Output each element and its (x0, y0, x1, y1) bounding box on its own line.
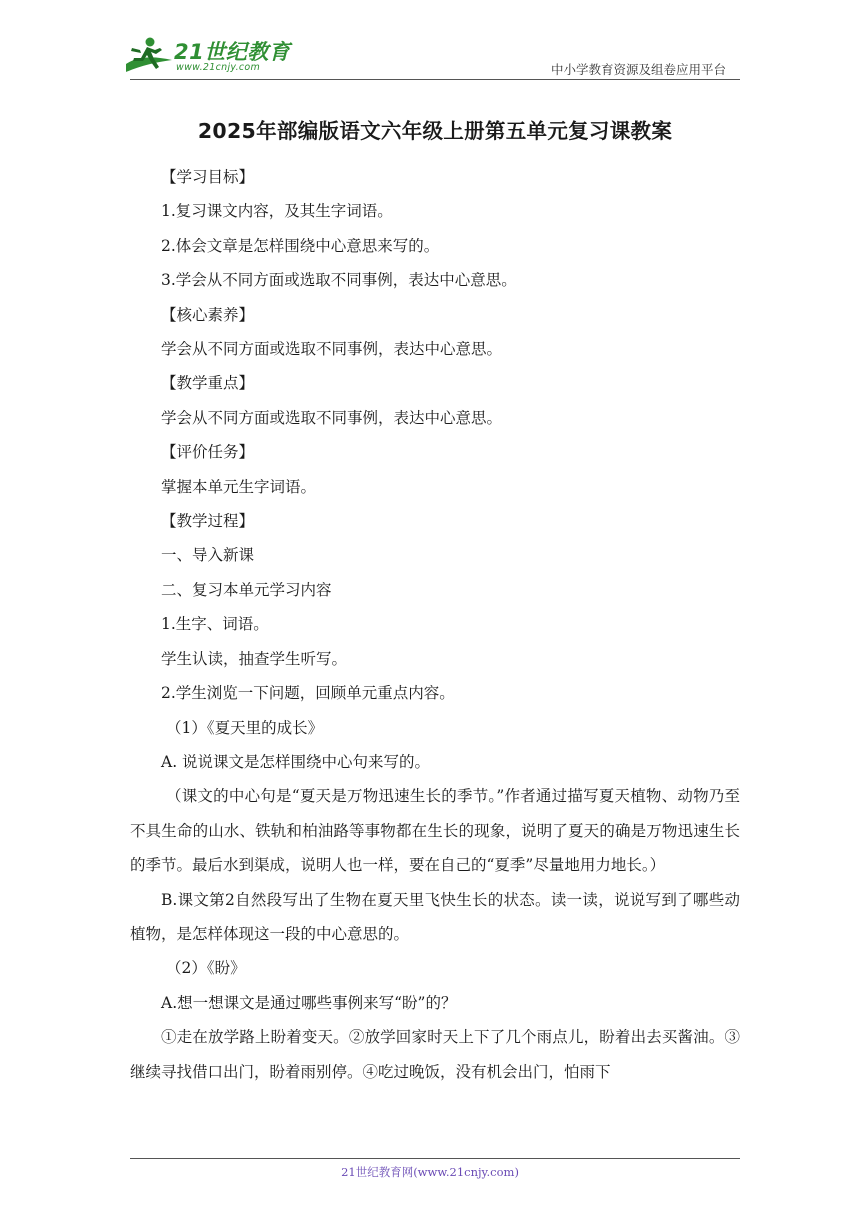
paragraph: A. 说说课文是怎样围绕中心句来写的。 (161, 752, 431, 771)
paragraph: 3.学会从不同方面或选取不同事例，表达中心意思。 (161, 271, 517, 290)
section-heading: 【评价任务】 (161, 443, 255, 462)
footer-text: 21世纪教育网(www.21cnjy.com) (341, 1165, 519, 1179)
paragraph: 2.体会文章是怎样围绕中心意思来写的。 (161, 236, 440, 255)
paragraph: （课文的中心句是“夏天是万物迅速生长的季节。”作者通过描写夏天植物、动物乃至不具生命的山水、铁轨和柏油路等事物都在生长的现象，说明了夏天的确是万物迅速生长的季节。最后水到渠成，说明人也一样，要在自己的“夏季”尽量地用力地长。） (130, 787, 740, 875)
paragraph: 2.学生浏览一下问题，回顾单元重点内容。 (161, 684, 455, 703)
paragraph: （1）《夏天里的成长》 (166, 718, 324, 737)
logo (120, 34, 300, 80)
header-platform-text: 中小学教育资源及组卷应用平台 (550, 62, 726, 77)
paragraph: 学会从不同方面或选取不同事例，表达中心意思。 (161, 408, 503, 427)
logo-url: www.21cnjy.com (176, 62, 261, 73)
document-title: 2025年部编版语文六年级上册第五单元复习课教案 (197, 119, 673, 143)
paragraph: A.想一想课文是通过哪些事例来写“盼”的？ (161, 993, 457, 1012)
logo-text: 21世纪教育 (174, 40, 291, 64)
paragraph: 学生认读，抽查学生听写。 (161, 649, 348, 668)
paragraph: 一、导入新课 (161, 546, 255, 565)
paragraph: （2）《盼》 (166, 959, 246, 978)
paragraph: 二、复习本单元学习内容 (161, 580, 332, 599)
footer-divider (130, 1158, 740, 1159)
paragraph: 1.生字、词语。 (161, 615, 269, 634)
paragraph: 掌握本单元生字词语。 (161, 477, 317, 496)
section-heading: 【教学重点】 (161, 374, 255, 393)
document-body (130, 110, 740, 1089)
paragraph: 学会从不同方面或选取不同事例，表达中心意思。 (161, 340, 503, 359)
section-heading: 【教学过程】 (161, 512, 255, 531)
runner-logo-icon (120, 34, 176, 80)
section-heading: 【核心素养】 (161, 305, 255, 324)
header-divider (130, 79, 740, 80)
paragraph: ①走在放学路上盼着变天。②放学回家时天上下了几个雨点儿，盼着出去买酱油。③继续寻找借口出门，盼着雨别停。④吃过晚饭，没有机会出门，怕雨下 (130, 1028, 740, 1081)
paragraph: B.课文第2自然段写出了生物在夏天里飞快生长的状态。读一读，说说写到了哪些动植物，是怎样体现这一段的中心意思的。 (130, 890, 740, 943)
page-header (0, 0, 860, 90)
section-heading: 【学习目标】 (161, 168, 255, 186)
paragraph: 1.复习课文内容，及其生字词语。 (161, 202, 393, 221)
